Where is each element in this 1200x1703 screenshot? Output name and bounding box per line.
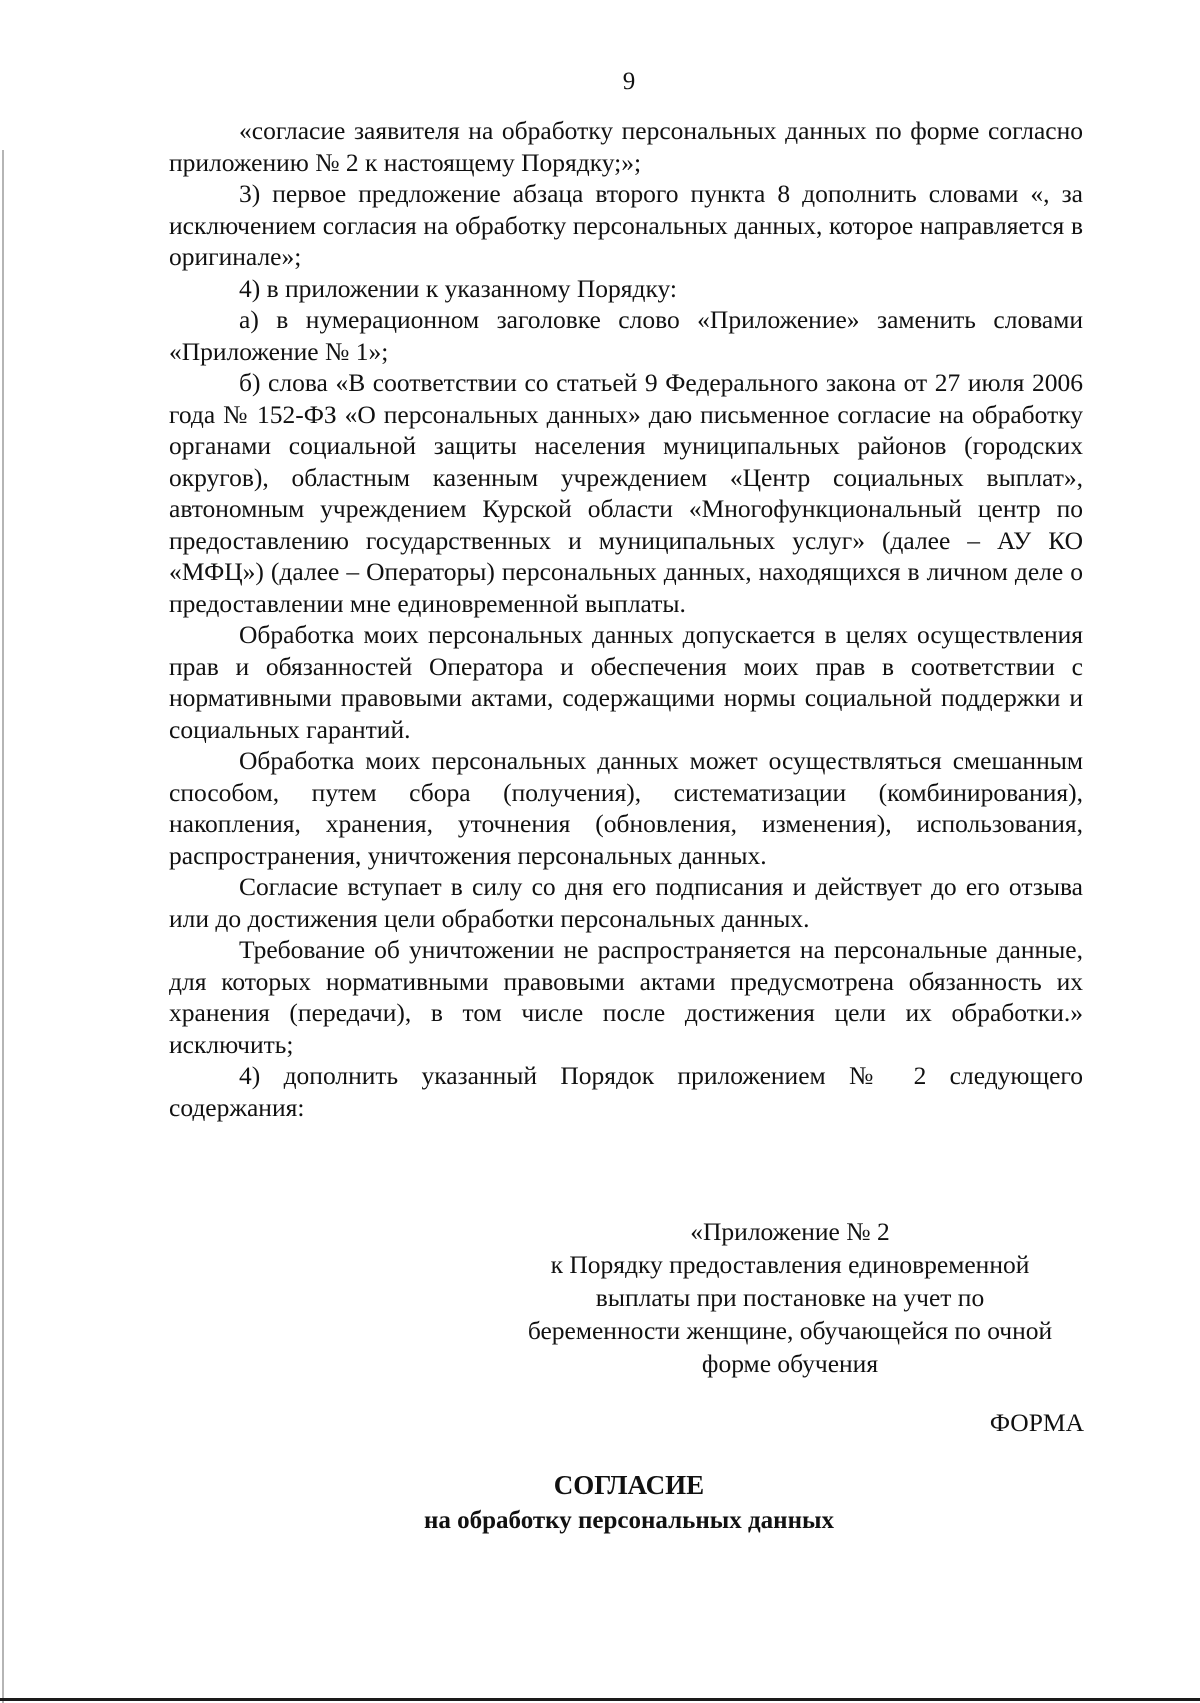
paragraph: Обработка моих персональных данных допускается в целях осуществления прав и обязанностей Оператора и обеспечения моих прав в соответствии с нормативными правовыми актами, содержащими нормы социальной поддержки и социальных гарантий. (169, 620, 1083, 744)
appendix-header-line: форме обучения (701, 1349, 879, 1378)
appendix-header-line: беременности женщине, обучающейся по очной (527, 1316, 1053, 1345)
paragraph: Обработка моих персональных данных может осуществляться смешанным способом, путем сбора (получения), систематизации (комбинирования), накопления, хранения, уточнения (обновления, изменения), использования, распространения, уничтожения персональных данных. (169, 746, 1083, 870)
paragraph: Требование об уничтожении не распространяется на персональные данные, для которых нормативными правовыми актами предусмотрена обязанность их хранения (передачи), в том числе после достижения цели их обработки.» исключить; (169, 935, 1083, 1059)
document-title: СОГЛАСИЕ (553, 1470, 705, 1500)
paragraph: б) слова «В соответствии со статьей 9 Федерального закона от 27 июля 2006 года № 152-ФЗ «О персональных данных» даю письменное согласие на обработку органами социальной защиты населения муниципальных районов (городских округов), областным казенным учреждением «Центр социальных выплат», автономным учреждением Курской области «Многофункциональный центр по предоставлению государственных и муниципальных услуг» (далее – АУ КО «МФЦ») (далее – Операторы) персональных данных, находящихся в личном деле о предоставлении мне единовременной выплаты. (169, 368, 1083, 618)
paragraph: Согласие вступает в силу со дня его подписания и действует до его отзыва или до достижения цели обработки персональных данных. (169, 872, 1083, 933)
paragraph: а) в нумерационном заголовке слово «Приложение» заменить словами «Приложение № 1»; (169, 305, 1083, 366)
paragraph: 4) дополнить указанный Порядок приложением № 2 следующего содержания: (169, 1061, 1083, 1122)
page-number: 9 (622, 68, 636, 95)
document-body (169, 115, 1083, 1123)
paragraph: 3) первое предложение абзаца второго пункта 8 дополнить словами «, за исключением согласия на обработку персональных данных, которое направляется в оригинале»; (169, 179, 1083, 271)
form-label: ФОРМА (989, 1408, 1084, 1437)
paragraph: «согласие заявителя на обработку персональных данных по форме согласно приложению № 2 к настоящему Порядку;»; (169, 116, 1083, 177)
appendix-header-line: выплаты при постановке на учет по (595, 1283, 985, 1312)
document-subtitle: на обработку персональных данных (424, 1507, 834, 1534)
paragraph: 4) в приложении к указанному Порядку: (239, 273, 678, 303)
appendix-header-line: к Порядку предоставления единовременной (550, 1250, 1030, 1279)
scan-bottom-edge (0, 1698, 1200, 1701)
appendix-header-line: «Приложение № 2 (690, 1217, 890, 1246)
